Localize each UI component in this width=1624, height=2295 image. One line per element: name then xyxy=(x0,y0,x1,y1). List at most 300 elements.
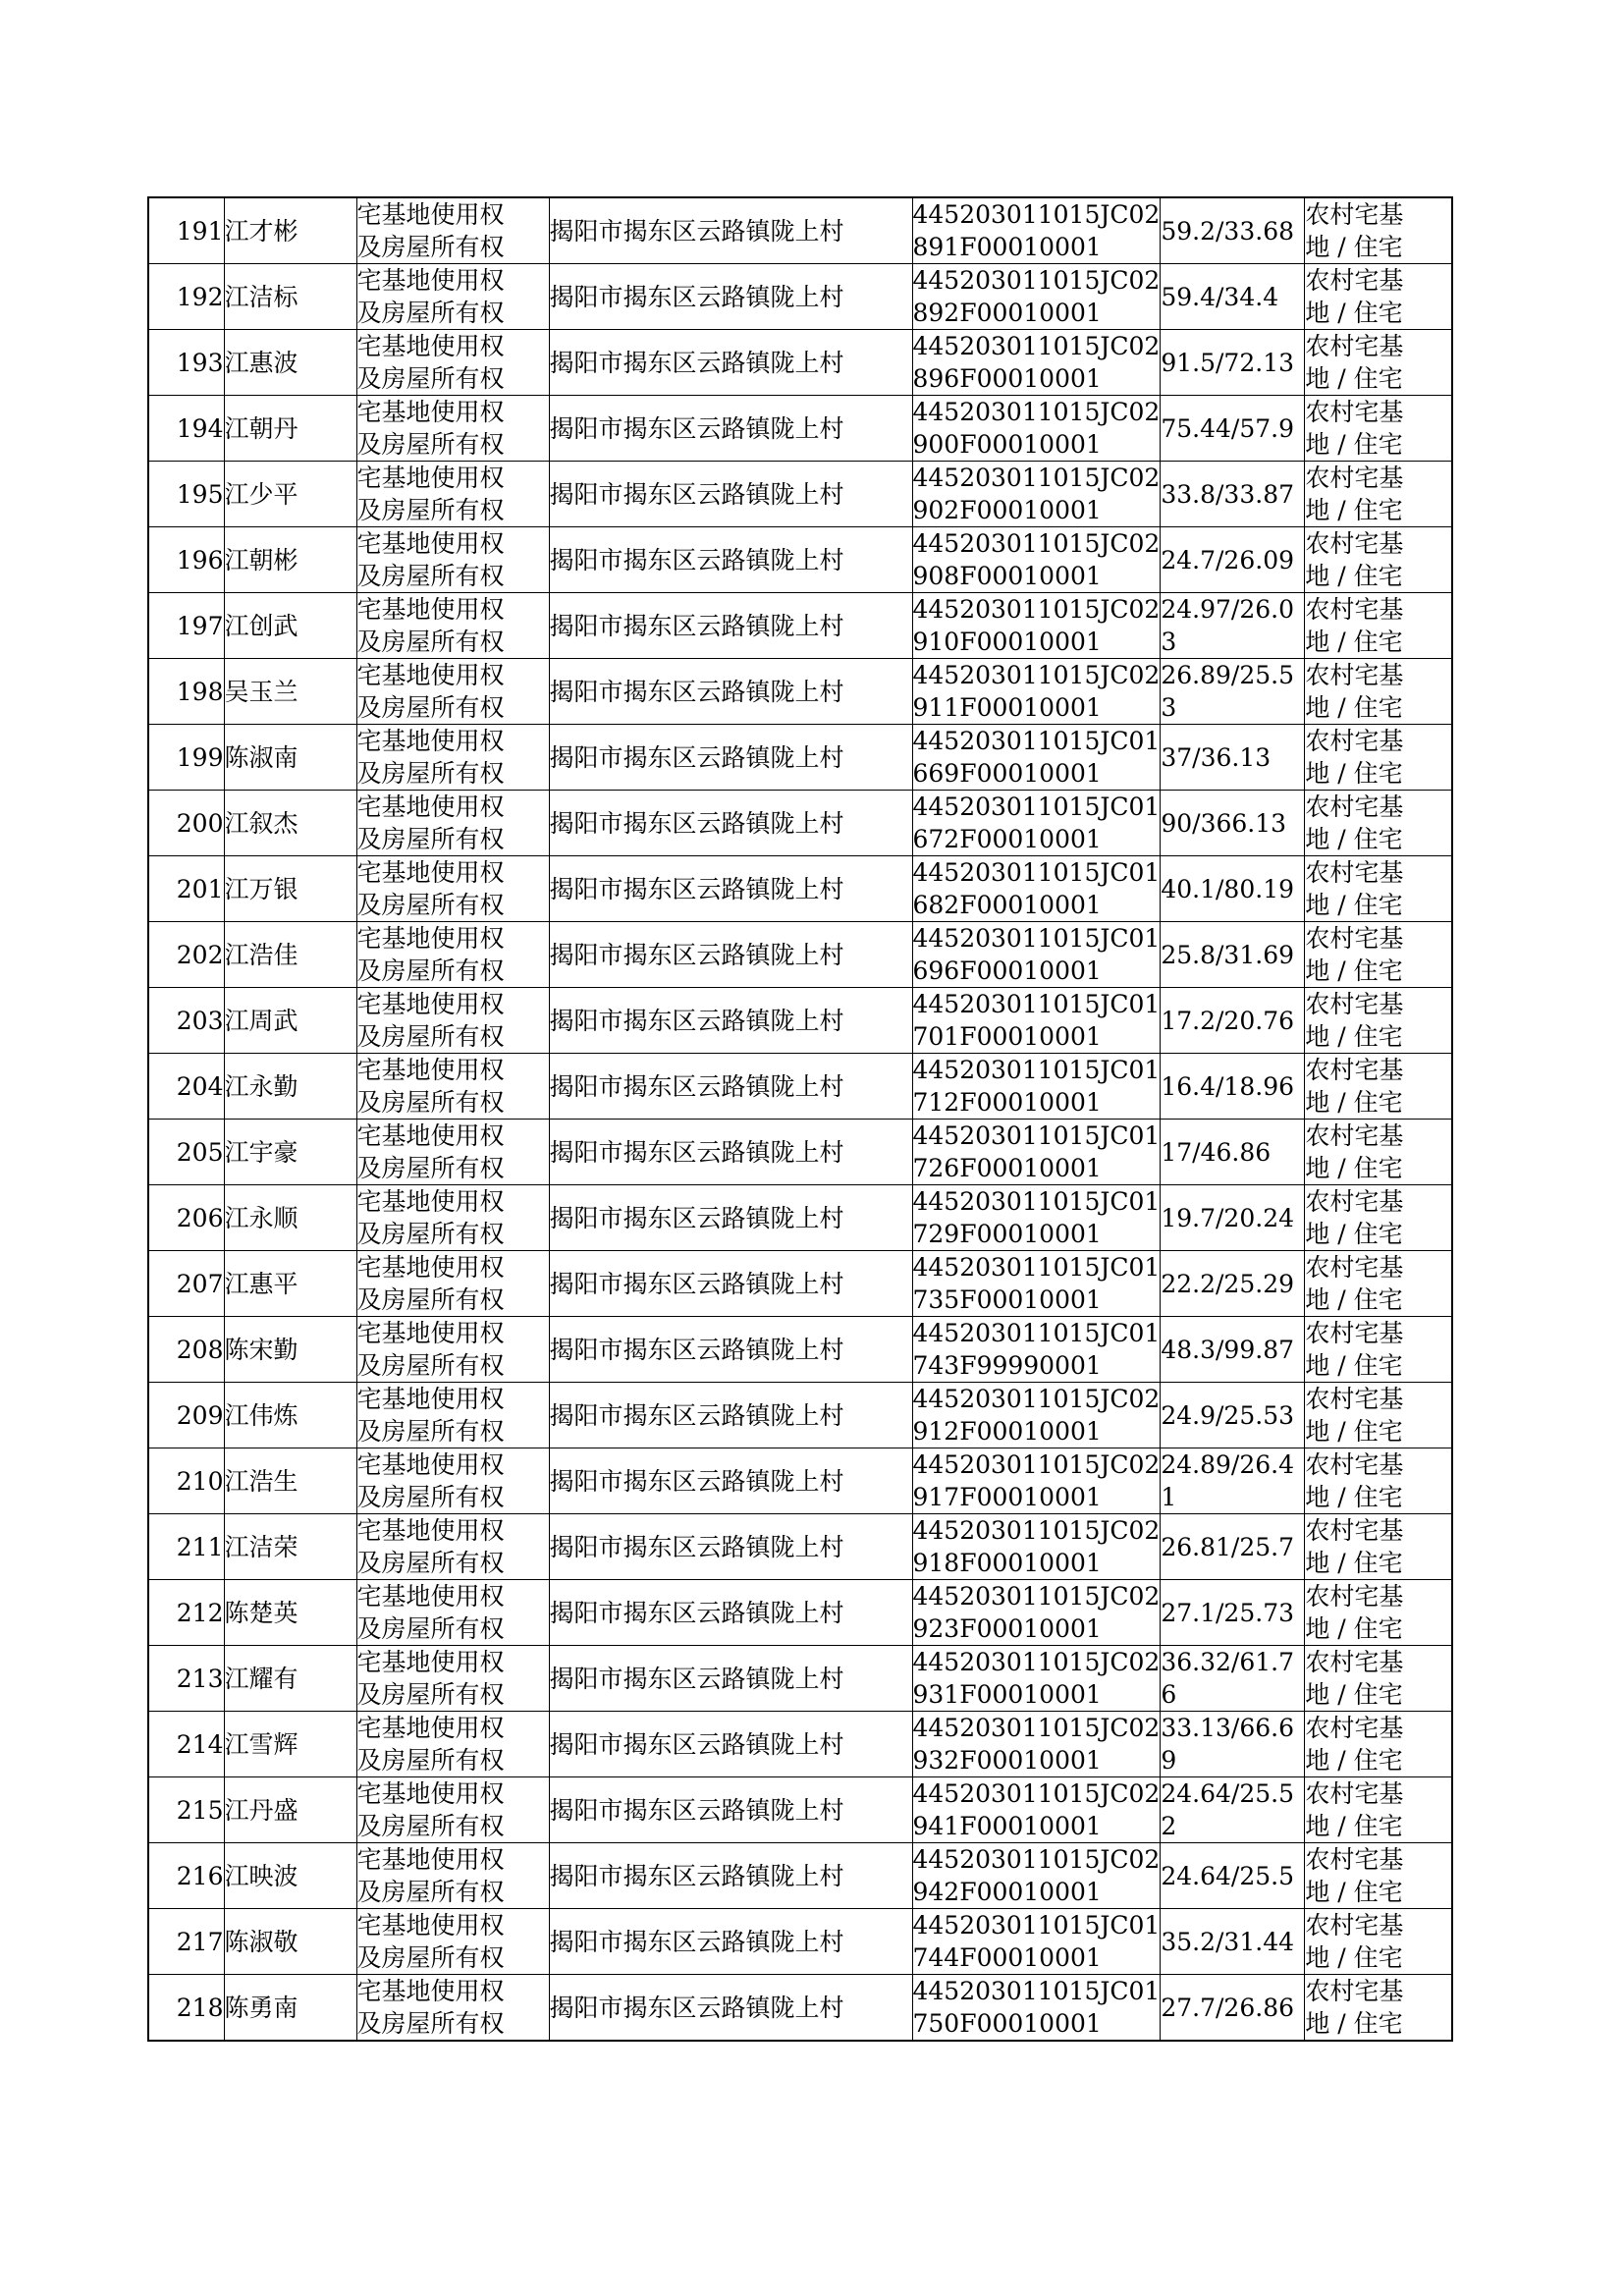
certificate-number-line-2: 672F00010001 xyxy=(912,825,1102,853)
address: 揭阳市揭东区云路镇陇上村 xyxy=(549,742,844,772)
right-type-cell xyxy=(356,725,549,791)
certificate-number-cell xyxy=(912,462,1161,527)
usage-line-2: 地 / 住宅 xyxy=(1305,1088,1403,1117)
owner-name: 江惠波 xyxy=(224,348,298,377)
right-type-cell xyxy=(356,1251,549,1317)
certificate-number-line-1: 445203011015JC02 xyxy=(912,1648,1161,1676)
row-number: 215 xyxy=(176,1795,224,1825)
certificate-number-cell xyxy=(912,988,1161,1054)
usage-line-1: 农村宅基 xyxy=(1305,858,1404,887)
right-type-line-2: 及房屋所有权 xyxy=(356,1812,505,1840)
right-type-line-2: 及房屋所有权 xyxy=(356,628,505,656)
row-number: 203 xyxy=(176,1006,224,1035)
usage-line-2: 地 / 住宅 xyxy=(1305,1746,1403,1775)
certificate-number-cell xyxy=(912,197,1161,264)
certificate-number-line-1: 445203011015JC02 xyxy=(912,1385,1161,1413)
owner-name-cell xyxy=(224,1712,356,1777)
owner-name: 陈淑南 xyxy=(224,742,298,772)
certificate-number-line-1: 445203011015JC01 xyxy=(912,1911,1161,1940)
usage-line-2: 地 / 住宅 xyxy=(1305,628,1403,656)
row-number-cell xyxy=(148,1646,224,1712)
owner-name-cell xyxy=(224,1120,356,1185)
area-value: 27.1/25.73 xyxy=(1161,1598,1295,1627)
owner-name: 江才彬 xyxy=(224,216,298,246)
usage-line-2: 地 / 住宅 xyxy=(1305,1878,1403,1906)
certificate-number-line-1: 445203011015JC01 xyxy=(912,727,1161,755)
usage-line-2: 地 / 住宅 xyxy=(1305,891,1403,919)
row-number-cell xyxy=(148,791,224,856)
usage-line-2: 地 / 住宅 xyxy=(1305,562,1403,590)
area-cell xyxy=(1161,1185,1305,1251)
address: 揭阳市揭东区云路镇陇上村 xyxy=(549,1927,844,1956)
usage-line-2: 地 / 住宅 xyxy=(1305,1680,1403,1709)
address-cell xyxy=(549,264,912,330)
address-cell xyxy=(549,856,912,922)
usage-line-1: 农村宅基 xyxy=(1305,990,1404,1018)
certificate-number-cell xyxy=(912,1646,1161,1712)
usage-cell xyxy=(1305,1054,1452,1120)
usage-cell xyxy=(1305,922,1452,988)
right-type-cell xyxy=(356,1054,549,1120)
owner-name-cell xyxy=(224,1448,356,1514)
right-type-line-2: 及房屋所有权 xyxy=(356,1614,505,1643)
usage-cell xyxy=(1305,1646,1452,1712)
right-type-cell xyxy=(356,659,549,725)
owner-name: 江朝彬 xyxy=(224,545,298,574)
usage-line-2: 地 / 住宅 xyxy=(1305,1614,1403,1643)
area-value: 36.32/61.76 xyxy=(1161,1648,1295,1709)
owner-name-cell xyxy=(224,593,356,659)
usage-line-1: 农村宅基 xyxy=(1305,1911,1404,1940)
usage-cell xyxy=(1305,856,1452,922)
right-type-line-2: 及房屋所有权 xyxy=(356,1746,505,1775)
owner-name: 江浩佳 xyxy=(224,940,298,969)
row-number-cell xyxy=(148,1383,224,1448)
certificate-number-line-1: 445203011015JC02 xyxy=(912,1845,1161,1874)
certificate-number-cell xyxy=(912,264,1161,330)
right-type-cell xyxy=(356,1646,549,1712)
area-value: 90/366.13 xyxy=(1161,808,1287,838)
address: 揭阳市揭东区云路镇陇上村 xyxy=(549,282,844,311)
usage-cell xyxy=(1305,988,1452,1054)
certificate-number-line-2: 891F00010001 xyxy=(912,233,1102,261)
usage-cell xyxy=(1305,1383,1452,1448)
right-type-line-2: 及房屋所有权 xyxy=(356,430,505,459)
address-cell xyxy=(549,1975,912,2042)
right-type-line-1: 宅基地使用权 xyxy=(356,200,505,229)
right-type-cell xyxy=(356,1383,549,1448)
certificate-number-cell xyxy=(912,1317,1161,1383)
address: 揭阳市揭东区云路镇陇上村 xyxy=(549,413,844,443)
usage-cell xyxy=(1305,593,1452,659)
usage-line-2: 地 / 住宅 xyxy=(1305,299,1403,327)
area-cell xyxy=(1161,791,1305,856)
address-cell xyxy=(549,593,912,659)
right-type-line-1: 宅基地使用权 xyxy=(356,990,505,1018)
owner-name: 陈淑敬 xyxy=(224,1927,298,1956)
certificate-number-cell xyxy=(912,1712,1161,1777)
table-row xyxy=(148,1646,1452,1712)
usage-line-2: 地 / 住宅 xyxy=(1305,364,1403,393)
usage-line-1: 农村宅基 xyxy=(1305,1253,1404,1282)
area-cell xyxy=(1161,1514,1305,1580)
table-row xyxy=(148,1251,1452,1317)
area-value: 59.4/34.4 xyxy=(1161,282,1279,311)
usage-line-1: 农村宅基 xyxy=(1305,1187,1404,1216)
table-row xyxy=(148,1843,1452,1909)
address: 揭阳市揭东区云路镇陇上村 xyxy=(549,874,844,903)
certificate-number-line-2: 743F99990001 xyxy=(912,1351,1102,1380)
certificate-number-line-2: 941F00010001 xyxy=(912,1812,1102,1840)
row-number: 201 xyxy=(176,874,224,903)
row-number-cell xyxy=(148,462,224,527)
usage-line-2: 地 / 住宅 xyxy=(1305,825,1403,853)
right-type-line-2: 及房屋所有权 xyxy=(356,825,505,853)
certificate-number-cell xyxy=(912,1185,1161,1251)
certificate-number-line-2: 701F00010001 xyxy=(912,1022,1102,1051)
right-type-line-2: 及房屋所有权 xyxy=(356,956,505,985)
certificate-number-cell xyxy=(912,1448,1161,1514)
table-row xyxy=(148,1580,1452,1646)
row-number-cell xyxy=(148,1712,224,1777)
table-row xyxy=(148,1317,1452,1383)
right-type-cell xyxy=(356,1909,549,1975)
area-value: 22.2/25.29 xyxy=(1161,1269,1295,1298)
owner-name: 江丹盛 xyxy=(224,1795,298,1825)
table-row xyxy=(148,1712,1452,1777)
area-value: 24.97/26.03 xyxy=(1161,595,1295,656)
address-cell xyxy=(549,922,912,988)
owner-name: 陈楚英 xyxy=(224,1598,298,1627)
row-number-cell xyxy=(148,1251,224,1317)
address: 揭阳市揭东区云路镇陇上村 xyxy=(549,479,844,509)
certificate-number-line-2: 726F00010001 xyxy=(912,1154,1102,1182)
right-type-cell xyxy=(356,1777,549,1843)
row-number: 214 xyxy=(176,1729,224,1759)
row-number-cell xyxy=(148,988,224,1054)
area-cell xyxy=(1161,1975,1305,2042)
row-number-cell xyxy=(148,396,224,462)
area-cell xyxy=(1161,1383,1305,1448)
right-type-line-2: 及房屋所有权 xyxy=(356,1351,505,1380)
address: 揭阳市揭东区云路镇陇上村 xyxy=(549,1466,844,1496)
row-number-cell xyxy=(148,1909,224,1975)
address: 揭阳市揭东区云路镇陇上村 xyxy=(549,1335,844,1364)
certificate-number-line-1: 445203011015JC01 xyxy=(912,1977,1161,2005)
row-number-cell xyxy=(148,1843,224,1909)
usage-line-2: 地 / 住宅 xyxy=(1305,496,1403,524)
right-type-line-1: 宅基地使用权 xyxy=(356,661,505,689)
row-number: 197 xyxy=(176,611,224,640)
address-cell xyxy=(549,1448,912,1514)
address-cell xyxy=(549,1251,912,1317)
usage-line-2: 地 / 住宅 xyxy=(1305,1812,1403,1840)
right-type-line-2: 及房屋所有权 xyxy=(356,299,505,327)
usage-line-1: 农村宅基 xyxy=(1305,661,1404,689)
usage-line-2: 地 / 住宅 xyxy=(1305,1154,1403,1182)
owner-name: 江洁荣 xyxy=(224,1532,298,1561)
address: 揭阳市揭东区云路镇陇上村 xyxy=(549,1006,844,1035)
address-cell xyxy=(549,1514,912,1580)
table-row xyxy=(148,791,1452,856)
certificate-number-cell xyxy=(912,922,1161,988)
area-cell xyxy=(1161,659,1305,725)
usage-cell xyxy=(1305,1712,1452,1777)
row-number: 195 xyxy=(176,479,224,509)
row-number: 218 xyxy=(176,1993,224,2022)
row-number: 207 xyxy=(176,1269,224,1298)
usage-line-2: 地 / 住宅 xyxy=(1305,1022,1403,1051)
address: 揭阳市揭东区云路镇陇上村 xyxy=(549,677,844,706)
table-row xyxy=(148,527,1452,593)
right-type-cell xyxy=(356,988,549,1054)
area-cell xyxy=(1161,1054,1305,1120)
usage-cell xyxy=(1305,1448,1452,1514)
certificate-number-line-2: 744F00010001 xyxy=(912,1943,1102,1972)
area-cell xyxy=(1161,988,1305,1054)
certificate-number-cell xyxy=(912,1580,1161,1646)
owner-name: 江永勤 xyxy=(224,1071,298,1101)
area-cell xyxy=(1161,1317,1305,1383)
certificate-number-line-2: 942F00010001 xyxy=(912,1878,1102,1906)
table-row xyxy=(148,988,1452,1054)
right-type-cell xyxy=(356,1514,549,1580)
address-cell xyxy=(549,725,912,791)
usage-line-2: 地 / 住宅 xyxy=(1305,1483,1403,1511)
certificate-number-line-1: 445203011015JC02 xyxy=(912,1779,1161,1808)
certificate-number-line-1: 445203011015JC02 xyxy=(912,398,1161,426)
area-cell xyxy=(1161,593,1305,659)
usage-line-1: 农村宅基 xyxy=(1305,1121,1404,1150)
owner-name-cell xyxy=(224,197,356,264)
right-type-cell xyxy=(356,396,549,462)
owner-name-cell xyxy=(224,1054,356,1120)
certificate-number-cell xyxy=(912,725,1161,791)
usage-line-1: 农村宅基 xyxy=(1305,1319,1404,1347)
address-cell xyxy=(549,1909,912,1975)
right-type-line-1: 宅基地使用权 xyxy=(356,464,505,492)
right-type-line-1: 宅基地使用权 xyxy=(356,858,505,887)
area-cell xyxy=(1161,1843,1305,1909)
right-type-line-1: 宅基地使用权 xyxy=(356,727,505,755)
owner-name-cell xyxy=(224,1251,356,1317)
area-cell xyxy=(1161,197,1305,264)
certificate-number-cell xyxy=(912,659,1161,725)
owner-name: 江耀有 xyxy=(224,1664,298,1693)
right-type-line-1: 宅基地使用权 xyxy=(356,1253,505,1282)
usage-line-1: 农村宅基 xyxy=(1305,1977,1404,2005)
table-row xyxy=(148,1975,1452,2042)
usage-line-1: 农村宅基 xyxy=(1305,398,1404,426)
right-type-line-1: 宅基地使用权 xyxy=(356,1450,505,1479)
row-number: 198 xyxy=(176,677,224,706)
area-cell xyxy=(1161,1712,1305,1777)
certificate-number-line-2: 910F00010001 xyxy=(912,628,1102,656)
right-type-cell xyxy=(356,1975,549,2042)
right-type-line-1: 宅基地使用权 xyxy=(356,1121,505,1150)
right-type-line-1: 宅基地使用权 xyxy=(356,1911,505,1940)
area-cell xyxy=(1161,856,1305,922)
address-cell xyxy=(549,396,912,462)
right-type-line-2: 及房屋所有权 xyxy=(356,2009,505,2038)
usage-line-2: 地 / 住宅 xyxy=(1305,1285,1403,1314)
owner-name: 江伟炼 xyxy=(224,1400,298,1430)
area-cell xyxy=(1161,1251,1305,1317)
certificate-number-line-2: 750F00010001 xyxy=(912,2009,1102,2038)
right-type-line-1: 宅基地使用权 xyxy=(356,1779,505,1808)
usage-cell xyxy=(1305,527,1452,593)
usage-line-2: 地 / 住宅 xyxy=(1305,1351,1403,1380)
address: 揭阳市揭东区云路镇陇上村 xyxy=(549,1729,844,1759)
right-type-line-1: 宅基地使用权 xyxy=(356,1648,505,1676)
row-number: 210 xyxy=(176,1466,224,1496)
row-number: 196 xyxy=(176,545,224,574)
right-type-cell xyxy=(356,330,549,396)
usage-cell xyxy=(1305,1580,1452,1646)
certificate-number-line-2: 911F00010001 xyxy=(912,693,1102,722)
row-number: 213 xyxy=(176,1664,224,1693)
address: 揭阳市揭东区云路镇陇上村 xyxy=(549,1269,844,1298)
area-cell xyxy=(1161,1580,1305,1646)
right-type-cell xyxy=(356,791,549,856)
usage-cell xyxy=(1305,1909,1452,1975)
usage-line-2: 地 / 住宅 xyxy=(1305,2009,1403,2038)
usage-line-1: 农村宅基 xyxy=(1305,924,1404,953)
usage-cell xyxy=(1305,396,1452,462)
usage-cell xyxy=(1305,264,1452,330)
address-cell xyxy=(549,1383,912,1448)
right-type-line-2: 及房屋所有权 xyxy=(356,759,505,788)
owner-name: 江万银 xyxy=(224,874,298,903)
right-type-cell xyxy=(356,1843,549,1909)
area-value: 26.81/25.7 xyxy=(1161,1532,1295,1561)
area-cell xyxy=(1161,725,1305,791)
owner-name-cell xyxy=(224,1975,356,2042)
certificate-number-cell xyxy=(912,396,1161,462)
row-number: 212 xyxy=(176,1598,224,1627)
right-type-line-1: 宅基地使用权 xyxy=(356,1187,505,1216)
owner-name-cell xyxy=(224,1909,356,1975)
table-row xyxy=(148,462,1452,527)
right-type-line-2: 及房屋所有权 xyxy=(356,1417,505,1446)
right-type-line-2: 及房屋所有权 xyxy=(356,1878,505,1906)
certificate-number-line-1: 445203011015JC01 xyxy=(912,924,1161,953)
usage-cell xyxy=(1305,1120,1452,1185)
owner-name: 江创武 xyxy=(224,611,298,640)
area-value: 37/36.13 xyxy=(1161,742,1272,772)
address: 揭阳市揭东区云路镇陇上村 xyxy=(549,611,844,640)
address: 揭阳市揭东区云路镇陇上村 xyxy=(549,1203,844,1232)
area-value: 91.5/72.13 xyxy=(1161,348,1295,377)
usage-cell xyxy=(1305,659,1452,725)
address-cell xyxy=(549,330,912,396)
right-type-line-1: 宅基地使用权 xyxy=(356,1714,505,1742)
owner-name: 陈勇南 xyxy=(224,1993,298,2022)
right-type-line-2: 及房屋所有权 xyxy=(356,1483,505,1511)
area-cell xyxy=(1161,922,1305,988)
address-cell xyxy=(549,1317,912,1383)
row-number: 199 xyxy=(176,742,224,772)
owner-name-cell xyxy=(224,264,356,330)
area-cell xyxy=(1161,1777,1305,1843)
right-type-line-1: 宅基地使用权 xyxy=(356,792,505,821)
table-row xyxy=(148,1777,1452,1843)
row-number: 204 xyxy=(176,1071,224,1101)
right-type-line-2: 及房屋所有权 xyxy=(356,364,505,393)
usage-line-1: 农村宅基 xyxy=(1305,595,1404,624)
owner-name: 江叙杰 xyxy=(224,808,298,838)
right-type-cell xyxy=(356,1448,549,1514)
right-type-line-1: 宅基地使用权 xyxy=(356,1977,505,2005)
usage-cell xyxy=(1305,725,1452,791)
usage-cell xyxy=(1305,1251,1452,1317)
area-value: 40.1/80.19 xyxy=(1161,874,1295,903)
address-cell xyxy=(549,1185,912,1251)
table-row xyxy=(148,1383,1452,1448)
certificate-number-line-1: 445203011015JC02 xyxy=(912,661,1161,689)
right-type-line-1: 宅基地使用权 xyxy=(356,1385,505,1413)
certificate-number-cell xyxy=(912,1383,1161,1448)
address-cell xyxy=(549,1120,912,1185)
owner-name: 江映波 xyxy=(224,1861,298,1890)
area-cell xyxy=(1161,1120,1305,1185)
table-row xyxy=(148,856,1452,922)
table-row xyxy=(148,1448,1452,1514)
certificate-number-cell xyxy=(912,856,1161,922)
usage-line-2: 地 / 住宅 xyxy=(1305,233,1403,261)
certificate-number-line-1: 445203011015JC02 xyxy=(912,1582,1161,1611)
usage-line-1: 农村宅基 xyxy=(1305,332,1404,360)
certificate-number-line-1: 445203011015JC02 xyxy=(912,332,1161,360)
table-row xyxy=(148,1120,1452,1185)
owner-name-cell xyxy=(224,330,356,396)
certificate-number-line-2: 931F00010001 xyxy=(912,1680,1102,1709)
address: 揭阳市揭东区云路镇陇上村 xyxy=(549,1598,844,1627)
table-row xyxy=(148,396,1452,462)
row-number-cell xyxy=(148,1514,224,1580)
address: 揭阳市揭东区云路镇陇上村 xyxy=(549,1664,844,1693)
row-number-cell xyxy=(148,1185,224,1251)
usage-line-1: 农村宅基 xyxy=(1305,1648,1404,1676)
certificate-number-line-2: 896F00010001 xyxy=(912,364,1102,393)
area-value: 59.2/33.68 xyxy=(1161,216,1295,246)
address: 揭阳市揭东区云路镇陇上村 xyxy=(549,808,844,838)
certificate-number-line-1: 445203011015JC02 xyxy=(912,1516,1161,1545)
usage-line-1: 农村宅基 xyxy=(1305,1714,1404,1742)
area-value: 33.8/33.87 xyxy=(1161,479,1295,509)
usage-line-1: 农村宅基 xyxy=(1305,727,1404,755)
address: 揭阳市揭东区云路镇陇上村 xyxy=(549,1532,844,1561)
address-cell xyxy=(549,527,912,593)
address-cell xyxy=(549,1646,912,1712)
certificate-number-line-2: 908F00010001 xyxy=(912,562,1102,590)
address: 揭阳市揭东区云路镇陇上村 xyxy=(549,545,844,574)
area-value: 75.44/57.9 xyxy=(1161,413,1295,443)
row-number: 209 xyxy=(176,1400,224,1430)
area-value: 17.2/20.76 xyxy=(1161,1006,1295,1035)
certificate-number-line-2: 712F00010001 xyxy=(912,1088,1102,1117)
usage-line-1: 农村宅基 xyxy=(1305,464,1404,492)
certificate-number-cell xyxy=(912,1120,1161,1185)
certificate-number-line-2: 902F00010001 xyxy=(912,496,1102,524)
certificate-number-line-2: 729F00010001 xyxy=(912,1220,1102,1248)
certificate-number-line-1: 445203011015JC01 xyxy=(912,858,1161,887)
row-number-cell xyxy=(148,922,224,988)
usage-line-1: 农村宅基 xyxy=(1305,200,1404,229)
usage-line-1: 农村宅基 xyxy=(1305,1450,1404,1479)
registry-table xyxy=(147,196,1453,2042)
address-cell xyxy=(549,988,912,1054)
